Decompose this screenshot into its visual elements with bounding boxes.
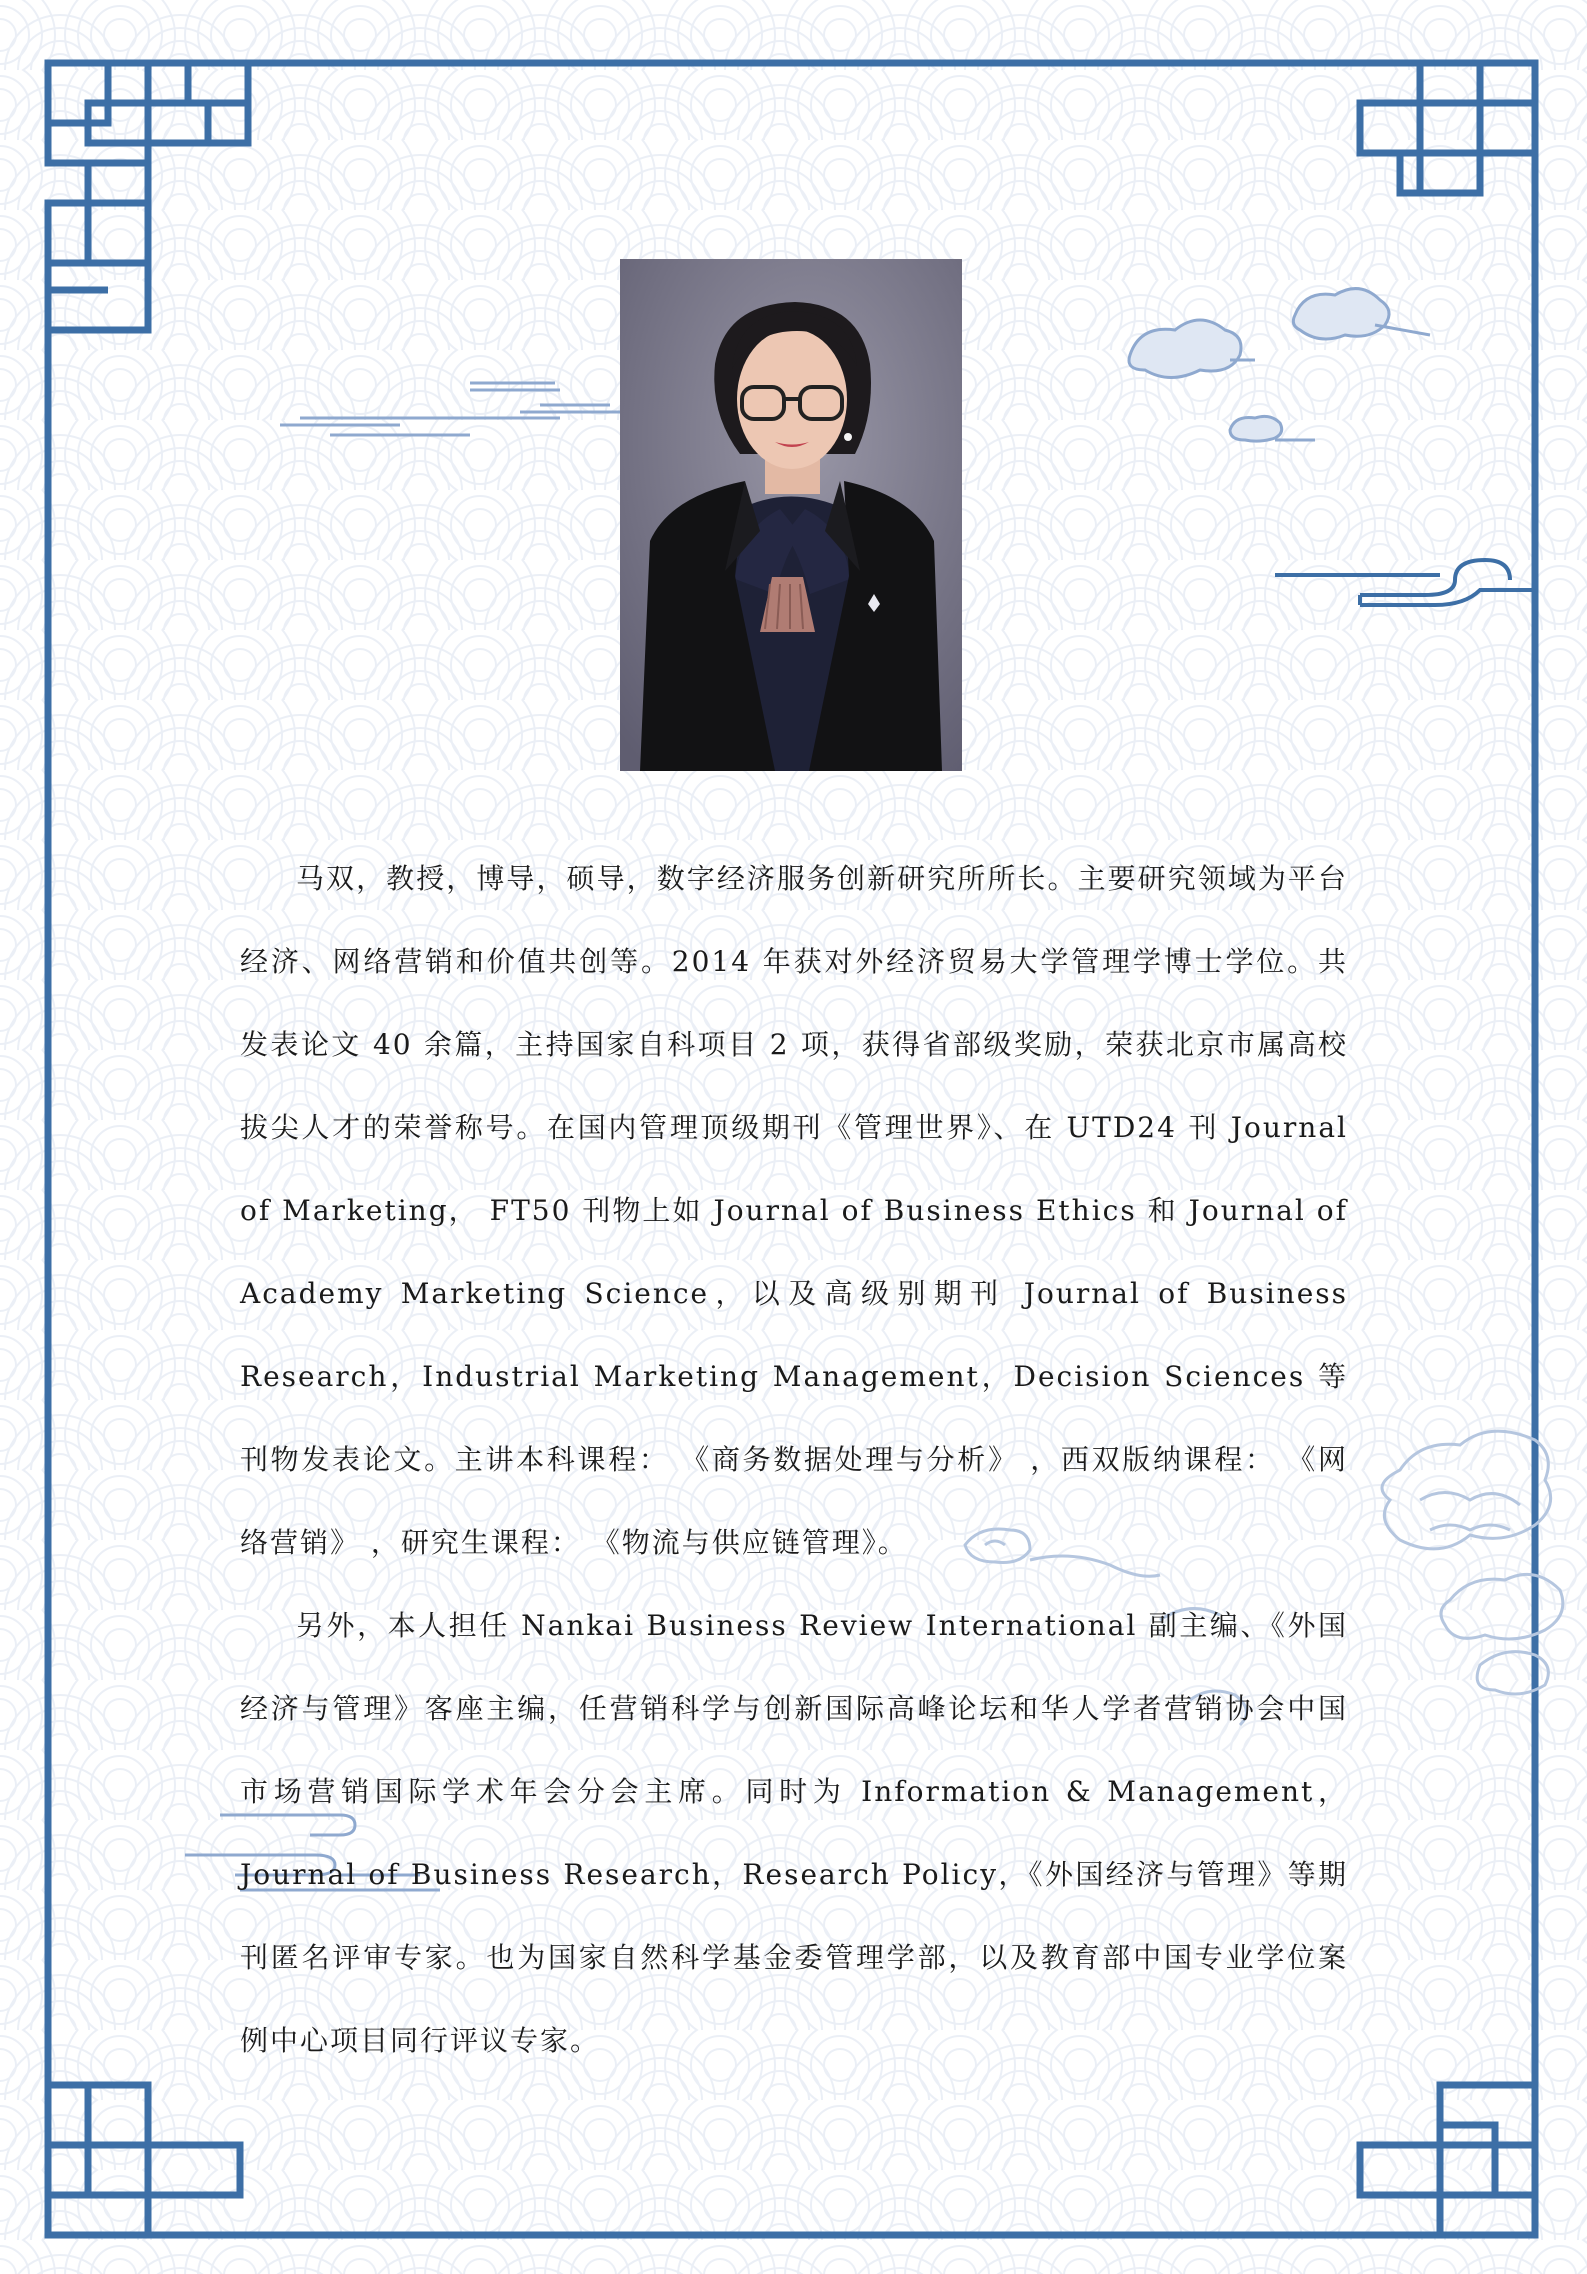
biography-paragraph-1: 马双，教授，博导，硕导，数字经济服务创新研究所所长。主要研究领域为平台经济、网络营销和价值共创等。2014 年获对外经济贸易大学管理学博士学位。共发表论文 40 余篇，主持国家自科项目 2 项，获得省部级奖励，荣获北京市属高校拔尖人才的荣誉称号。在国内管理顶级期刊《管理世界》、在 UTD24 刊 Journal of Marketing， FT50 刊物上如 Journal of Business Ethics 和 Journal of Academy Marketing Science，以及高级别期刊 Journal of Business Research，Industrial Marketing Management，Decision Sciences 等刊物发表论文。主讲本科课程： 《商务数据处理与分析》 ，西双版纳课程： 《网络营销》 ，研究生课程： 《物流与供应链管理》。	[240, 862, 1348, 1559]
corner-fretwork-bottom-left	[48, 2085, 240, 2235]
cloud-decoration-top-right	[1129, 289, 1389, 442]
portrait-illustration	[620, 259, 962, 771]
biography-text	[240, 837, 1348, 2082]
corner-fretwork-top-right	[1360, 63, 1535, 193]
corner-fretwork-bottom-right	[1360, 2085, 1535, 2235]
corner-fretwork-top-left	[48, 63, 350, 330]
portrait-photo	[620, 259, 962, 771]
biography-paragraph-2: 另外，本人担任 Nankai Business Review International 副主编、《外国经济与管理》客座主编，任营销科学与创新国际高峰论坛和华人学者营销协会中国市场营销国际学术年会分会主席。同时为 Information & Management，Journal of Business Research，Research Policy，《外国经济与管理》等期刊匿名评审专家。也为国家自然科学基金委管理学部，以及教育部中国专业学位案例中心项目同行评议专家。	[240, 1609, 1348, 2057]
wind-lines-top-left	[280, 383, 620, 435]
wind-lines-right	[1275, 560, 1535, 605]
